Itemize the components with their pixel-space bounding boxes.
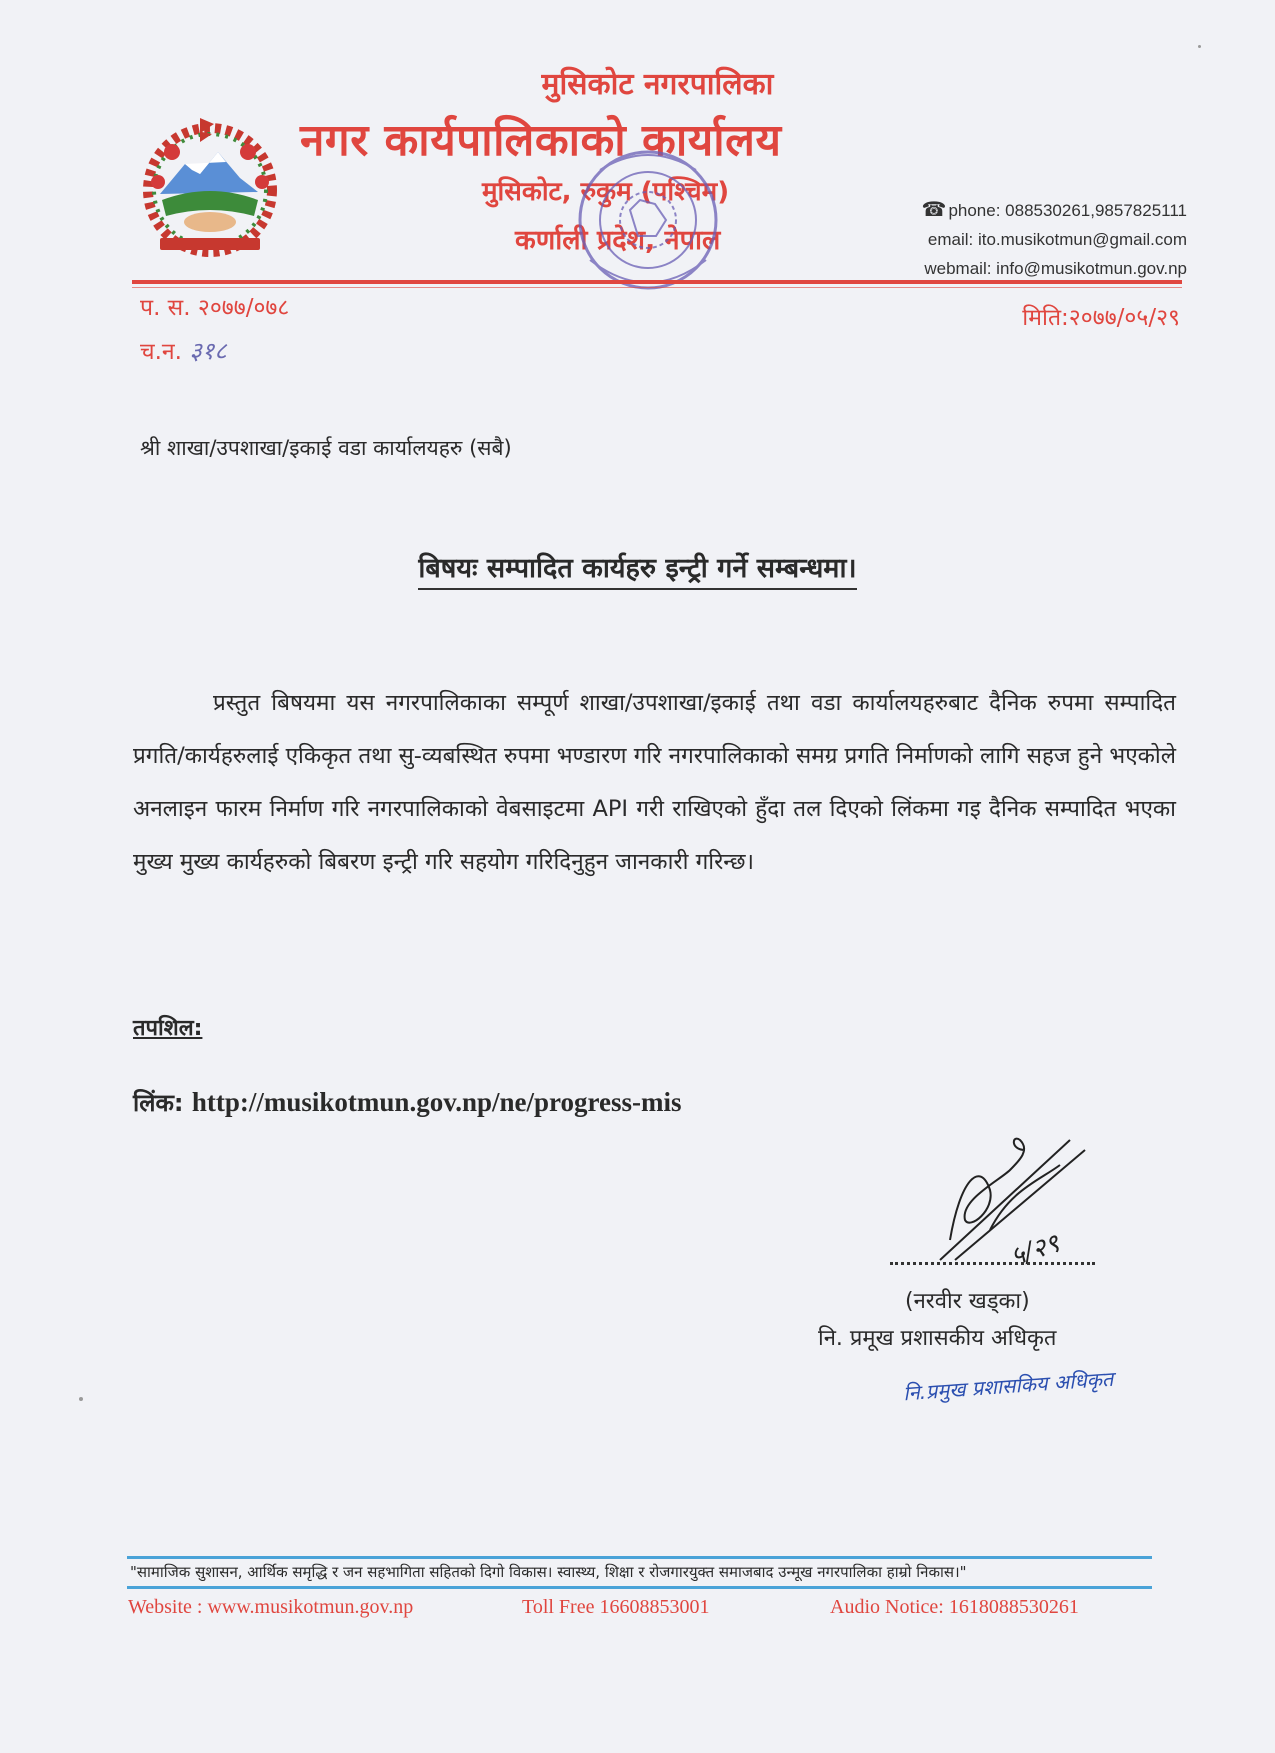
footer-website: Website : www.musikotmun.gov.np [128, 1596, 414, 1618]
office-name: नगर कार्यपालिकाको कार्यालय [300, 115, 782, 166]
paper-speck [79, 1397, 83, 1401]
designation-stamp: नि.प्रमुख प्रशासकिय अधिकृत [902, 1366, 1115, 1406]
municipality-name: मुसिकोट नगरपालिका [541, 67, 774, 102]
office-rubber-stamp [560, 140, 735, 320]
patra-sankhya: प. स. २०७७/०७८ [140, 295, 290, 321]
letter-date: मिति:२०७७/०५/२९ [1022, 305, 1180, 331]
signatory-name: (नरवीर खड्का) [905, 1289, 1030, 1314]
phone-row [922, 196, 1187, 225]
footer-toll-free: Toll Free 16608853001 [522, 1596, 710, 1618]
paper-speck [1198, 45, 1201, 48]
svg-text:५/२९: ५/२९ [1006, 1228, 1064, 1273]
office-location: मुसिकोट, रुकुम (पश्चिम) [482, 177, 730, 207]
footer-motto [130, 1562, 1150, 1582]
footer-audio-notice: Audio Notice: 1618088530261 [830, 1596, 1079, 1618]
header-divider [132, 280, 1182, 284]
link-label: लिंक: [133, 1089, 184, 1117]
subject-text: बिषयः सम्पादित कार्यहरु इन्ट्री गर्ने सम्बन्धमा। [418, 553, 856, 590]
email-text: email: ito.musikotmun@gmail.com [927, 230, 1187, 249]
office-province: कर्णाली प्रदेश, नेपाल [515, 225, 721, 256]
footer-motto-text: "सामाजिक सुशासन, आर्थिक समृद्धि र जन सहभागिता सहितको दिगो विकास। स्वास्थ्य, शिक्षा र रोजगारयुक्त समाजबाद उन्मूख नगरपालिका हाम्रो निकास।" [130, 1563, 967, 1581]
details-heading: तपशिल: [133, 1016, 203, 1041]
chalani-number [140, 334, 227, 367]
link-row [133, 1086, 682, 1119]
progress-mis-link[interactable]: http://musikotmun.gov.np/ne/progress-mis [191, 1087, 682, 1117]
webmail-text: webmail: info@musikotmun.gov.np [924, 259, 1187, 278]
addressee: श्री शाखा/उपशाखा/इकाई वडा कार्यालयहरु (सबै) [140, 436, 512, 460]
chalani-value: ३१८ [189, 337, 227, 365]
header-divider-thin [132, 287, 1182, 288]
handwritten-signature [920, 1120, 1100, 1280]
footer-rule-top [127, 1556, 1152, 1559]
chalani-label: च.न. [140, 339, 182, 365]
footer-rule-bottom [127, 1586, 1152, 1589]
letter-body [133, 677, 1176, 889]
contact-block [922, 196, 1187, 283]
body-paragraph: प्रस्तुत बिषयमा यस नगरपालिकाका सम्पूर्ण शाखा/उपशाखा/इकाई तथा वडा कार्यालयहरुबाट दैनिक रुपमा सम्पादित प्रगति/कार्यहरुलाई एकिकृत तथा सु-व्यबस्थित रुपमा भण्डारण गरि नगरपालिकाको समग्र प्रगति निर्माणको लागि सहज हुने भएकोले अनलाइन फारम निर्माण गरि नगरपालिकाको वेबसाइटमा API गरी राखिएको हुँदा तल दिएको लिंकमा गइ दैनिक सम्पादित भएका मुख्य मुख्य कार्यहरुको बिबरण इन्ट्री गरि सहयोग गरिदिनुहुन जानकारी गरिन्छ। [133, 690, 1176, 875]
signatory-title: नि. प्रमूख प्रशासकीय अधिकृत [818, 1326, 1057, 1351]
nepal-emblem-icon [130, 112, 290, 262]
signature-line [890, 1262, 1095, 1265]
phone-icon: ☎ [921, 199, 947, 221]
subject-line [0, 548, 1275, 585]
phone-text: phone: 088530261,9857825111 [948, 201, 1187, 220]
